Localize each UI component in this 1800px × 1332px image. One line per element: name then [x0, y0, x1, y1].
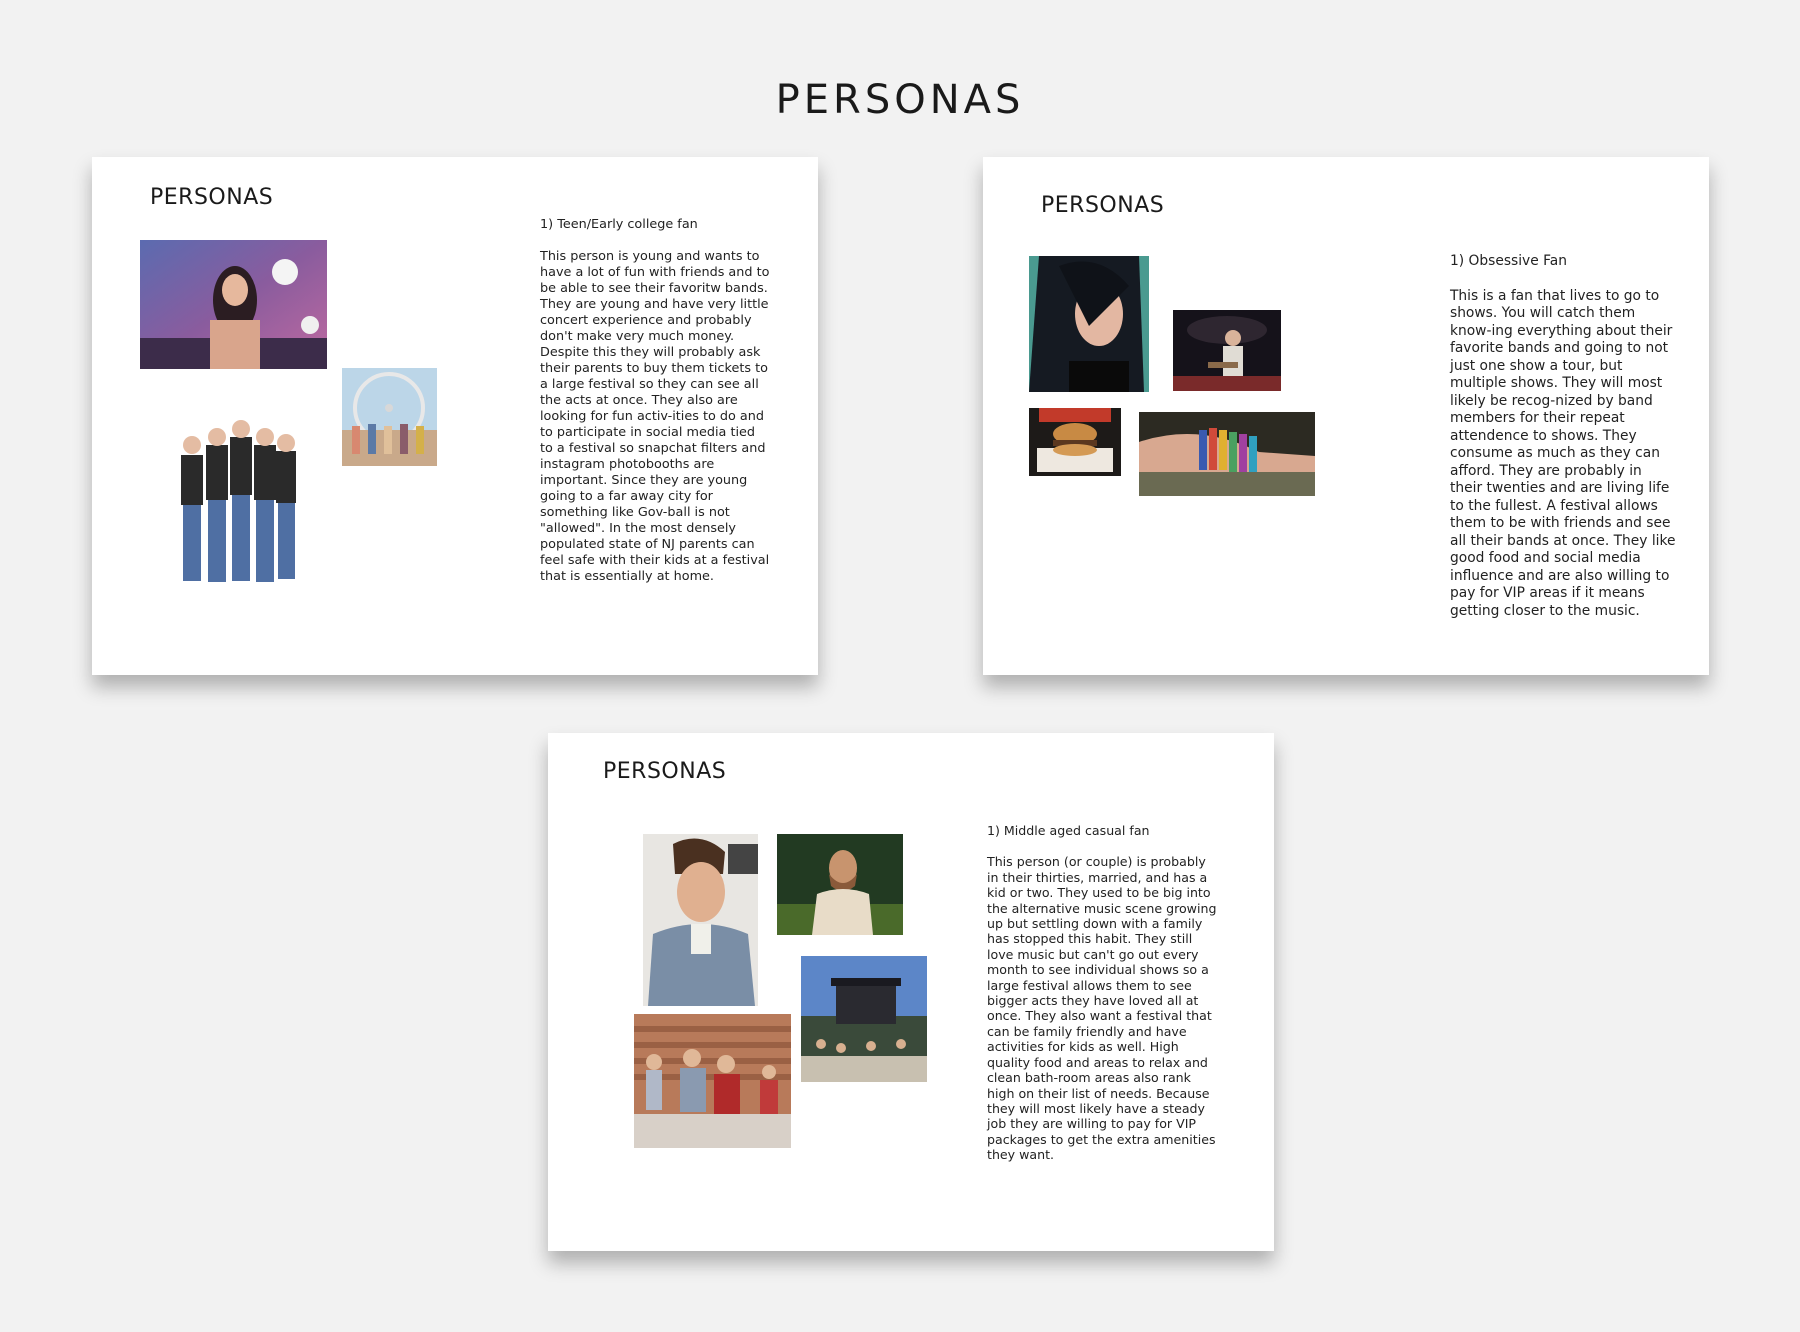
persona-slide-obsessive: [983, 157, 1709, 675]
persona-body: This person is young and wants to have a lot of fun with friends and to be able to see their favoritw bands. They are young and have very little concert experience and probably don't make very much money. Despite this they will probably ask their parents to buy them tickets to a large festival so they can see all the acts at once. They also are looking for fun activ-ities to do and to participate in social media tied to a festival so snapchat filters and instagram photobooths are important. Since they are young going to a far away city for something like Gov-ball is not "allowed". In the most densely populated state of NJ parents can feel safe with their kids at a festival that is essentially at home.: [540, 249, 770, 584]
photo-festival-stage: [801, 956, 927, 1082]
persona-title: 1) Middle aged casual fan: [987, 823, 1150, 838]
photo-concert-girl: [140, 240, 327, 369]
slide-heading: PERSONAS: [603, 759, 727, 784]
photo-burger: [1029, 408, 1121, 476]
persona-description: [987, 823, 1217, 1163]
photo-group-of-girls: [176, 415, 300, 589]
photo-bearded-man: [777, 834, 903, 935]
page-title: PERSONAS: [775, 76, 1025, 123]
photo-festival-wristbands: [1139, 412, 1315, 496]
persona-slide-teen: [92, 157, 818, 675]
persona-description: [1450, 253, 1678, 620]
persona-title: 1) Teen/Early college fan: [540, 217, 698, 232]
slide-heading: PERSONAS: [150, 185, 274, 210]
persona-slide-middle-aged: [548, 733, 1274, 1251]
photo-live-band: [1173, 310, 1281, 391]
photo-smiling-man: [643, 834, 758, 1006]
photo-family-on-bench: [634, 1014, 791, 1148]
persona-body: This is a fan that lives to go to shows. You will catch them know-ing everything about their favorite bands and going to not just one show a tour, but multiple shows. They will most likely be recog-nized by band members for their repeat attendence to shows. They consume as much as they can afford. They are probably in their twenties and are living life to the fullest. A festival allows them to be with friends and see all their bands at once. They like good food and social media influence and are also willing to pay for VIP areas if it means getting closer to the music.: [1450, 287, 1676, 619]
photo-dark-haired-woman: [1029, 256, 1149, 392]
persona-description: [540, 217, 770, 585]
slide-heading: PERSONAS: [1041, 193, 1165, 218]
photo-ferris-wheel: [342, 368, 437, 466]
persona-body: This person (or couple) is probably in their thirties, married, and has a kid or two. They used to be big into the alternative music scene growing up but settling down with a family has stopped this habit. They still love music but can't go out every month to see individual shows so a large festival allows them to see bigger acts they have loved all at once. They also want a festival that can be family friendly and have activities for kids as well. High quality food and areas to relax and clean bath-room areas also rank high on their list of needs. Because they will most likely have a steady job they are willing to pay for VIP packages to get the extra amenities they want.: [987, 854, 1217, 1163]
persona-title: 1) Obsessive Fan: [1450, 253, 1567, 269]
